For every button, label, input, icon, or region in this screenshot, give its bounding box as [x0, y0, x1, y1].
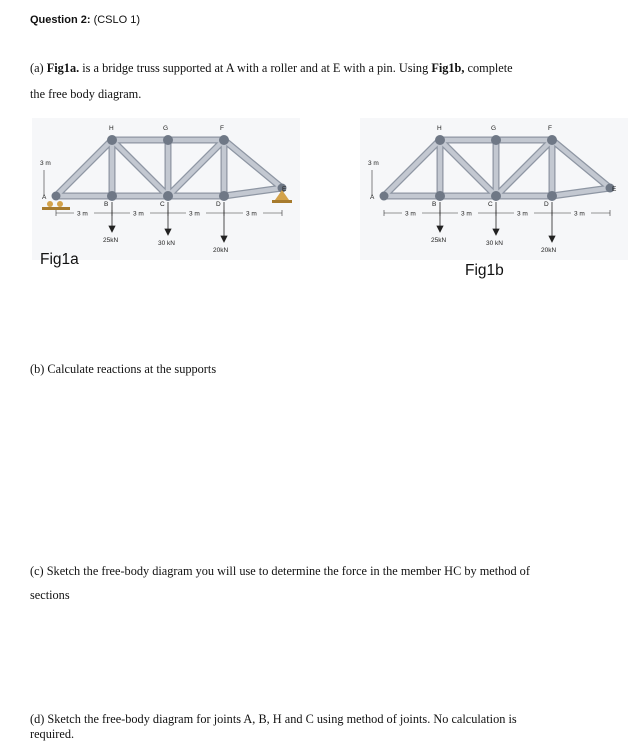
span-bc: 3 m	[133, 210, 144, 218]
truss-figure-1b	[360, 118, 628, 260]
span-de: 3 m	[574, 210, 585, 218]
label-g: G	[491, 125, 497, 132]
load-d-label: 20kN	[541, 247, 557, 254]
joint-f	[219, 135, 229, 145]
part-c-line1: (c) Sketch the free-body diagram you will use to determine the force in the member HC by method of	[30, 564, 530, 578]
height-label: 3 m	[368, 160, 379, 167]
span-ab: 3 m	[77, 210, 88, 218]
fig1b-caption: Fig1b	[465, 262, 504, 279]
label-c: C	[488, 201, 493, 208]
part-a-prefix: (a)	[30, 61, 44, 75]
joint-h	[107, 135, 117, 145]
joint-f	[547, 135, 557, 145]
label-a: A	[370, 194, 375, 201]
joint-b	[435, 191, 445, 201]
load-b-label: 25kN	[431, 237, 447, 244]
joint-g	[163, 135, 173, 145]
part-b-text: (b) Calculate reactions at the supports	[30, 362, 217, 376]
question-header	[30, 14, 140, 26]
joint-d	[219, 191, 229, 201]
span-bc: 3 m	[461, 210, 472, 218]
span-ab: 3 m	[405, 210, 416, 218]
span-cd: 3 m	[189, 210, 200, 218]
label-f: F	[220, 125, 224, 132]
load-d-label: 20kN	[213, 247, 229, 254]
joint-c	[163, 191, 173, 201]
question-number: Question 2:	[30, 14, 91, 26]
label-d: D	[544, 201, 549, 208]
label-e: E	[282, 186, 287, 193]
part-c-line2: sections	[30, 588, 70, 602]
label-d: D	[216, 201, 221, 208]
part-a-line1	[30, 61, 513, 76]
label-b: B	[104, 201, 109, 208]
label-e: E	[612, 186, 617, 193]
fig1b-reference: Fig1b,	[431, 61, 465, 75]
load-c-label: 30 kN	[486, 240, 503, 247]
load-b-label: 25kN	[103, 237, 119, 244]
part-d-line1: (d) Sketch the free-body diagram for joints A, B, H and C using method of joints. No calculation is	[30, 712, 517, 726]
label-a: A	[42, 194, 47, 201]
truss-figure-1a	[32, 118, 300, 260]
question-clo: (CSLO 1)	[93, 14, 141, 26]
joint-a	[52, 192, 61, 201]
label-h: H	[109, 125, 114, 132]
fig1a-reference: Fig1a.	[46, 61, 80, 75]
joint-h	[435, 135, 445, 145]
span-de: 3 m	[246, 210, 257, 218]
joint-c	[491, 191, 501, 201]
label-h: H	[437, 125, 442, 132]
label-f: F	[548, 125, 552, 132]
load-c-label: 30 kN	[158, 240, 175, 247]
label-c: C	[160, 201, 165, 208]
fig1a-caption: Fig1a	[40, 251, 79, 268]
span-cd: 3 m	[517, 210, 528, 218]
joint-d	[547, 191, 557, 201]
joint-a	[380, 192, 389, 201]
joint-b	[107, 191, 117, 201]
part-a-line2: the free body diagram.	[30, 87, 142, 101]
part-d-line2: required.	[30, 727, 75, 741]
height-label: 3 m	[40, 160, 51, 167]
joint-g	[491, 135, 501, 145]
part-a-text2: complete	[467, 61, 513, 75]
label-b: B	[432, 201, 437, 208]
part-a-text1: is a bridge truss supported at A with a roller and at E with a pin. Using	[82, 61, 429, 75]
label-g: G	[163, 125, 169, 132]
